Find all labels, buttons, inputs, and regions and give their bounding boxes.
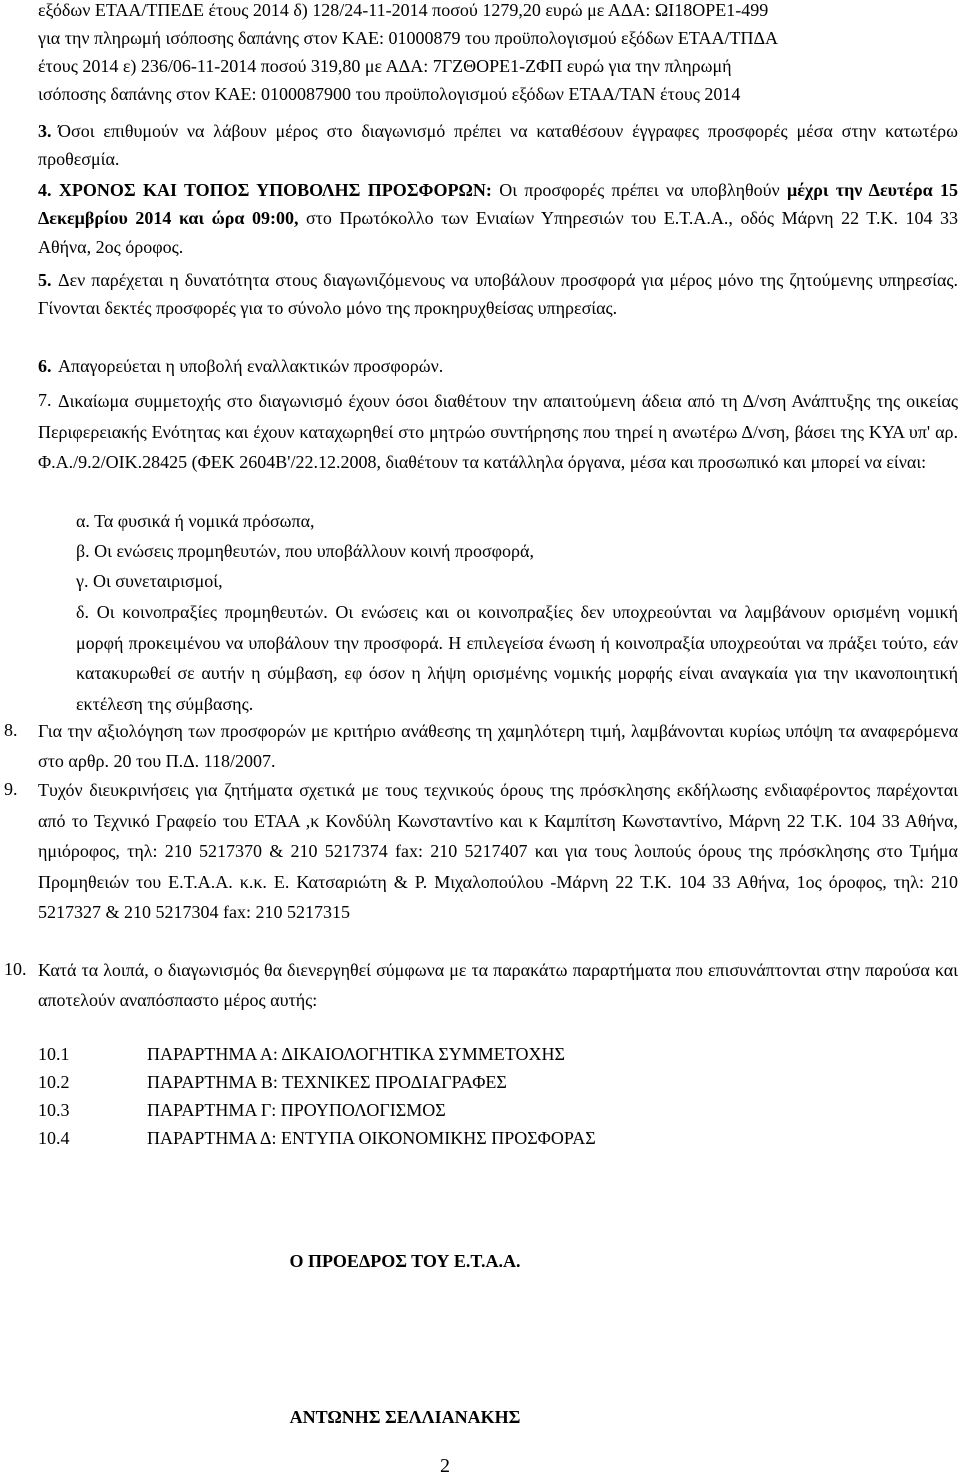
item-text: Δικαίωμα συμμετοχής στο διαγωνισμό έχουν όσοι διαθέτουν την απαιτούμενη άδεια από τη Δ/νση Ανάπτυξης της οικείας Περιφερειακής Ενότητας και έχουν καταχωρηθεί στο μητρώο συντήρησης που τηρεί η ανωτέρω Δ/νση, βάσει της ΚΥΑ υπ' αρ. Φ.Α./9.2/ΟΙΚ.28425 (ΦΕΚ 2604Β'/22.12.2008, διαθέτουν τα κατάλληλα όργανα, μέσα και προσωπικό και μπορεί να είναι: [38, 391, 958, 472]
item-number: 7. [38, 390, 52, 410]
sub-item-a: α. Τα φυσικά ή νομικά πρόσωπα, [76, 511, 315, 531]
item-text: Δεν παρέχεται η δυνατότητα στους διαγωνιζόμενους να υποβάλουν προσφορά για μέρος μόνο της ζητούμενης υπηρεσίας. Γίνονται δεκτές προσφορές για το σύνολο μόνο της προκηρυχθείσας υπηρεσίας. [38, 270, 958, 319]
annex-number: 10.3 [38, 1100, 70, 1120]
item-text [38, 176, 958, 261]
item-number: 8. [4, 720, 18, 740]
item-number: 6. [38, 356, 52, 376]
intro-line: ισόποσης δαπάνης στον ΚΑΕ: 0100087900 του προϋπολογισμού εξόδων ΕΤΑΑ/ΤΑΝ έτους 2014 [38, 84, 741, 104]
sub-item-c: γ. Οι συνεταιρισμοί, [76, 571, 223, 591]
item-number: 4. [38, 180, 52, 200]
item-number: 5. [38, 270, 52, 290]
submission-heading: ΧΡΟΝΟΣ ΚΑΙ ΤΟΠΟΣ ΥΠΟΒΟΛΗΣ ΠΡΟΣΦΟΡΩΝ: [58, 180, 492, 200]
signatory-name: ΑΝΤΩΝΗΣ ΣΕΛΛΙΑΝΑΚΗΣ [289, 1407, 521, 1427]
item-text: Απαγορεύεται η υποβολή εναλλακτικών προσφορών. [58, 356, 444, 376]
item-text: Όσοι επιθυμούν να λάβουν μέρος στο διαγωνισμό πρέπει να καταθέσουν έγγραφες προσφορές μέσα στην κατωτέρω προθεσμία. [38, 121, 958, 170]
intro-line: εξόδων ΕΤΑΑ/ΤΠΕΔΕ έτους 2014 δ) 128/24-11-2014 ποσού 1279,20 ευρώ με ΑΔΑ: ΩΙ18ΟΡΕ1-499 [38, 0, 769, 20]
intro-line: για την πληρωμή ισόποσης δαπάνης στον ΚΑΕ: 01000879 του προϋπολογισμού εξόδων ΕΤΑΑ/ΤΠΔΑ [38, 28, 779, 48]
item-text: Τυχόν διευκρινήσεις για ζητήματα σχετικά με τους τεχνικούς όρους της πρόσκλησης εκδήλωσης ενδιαφέροντος παρέχονται από το Τεχνικό Γραφείο του ΕΤΑΑ ,κ Κονδύλη Κωνσταντίνο και κ Καμπίτση Κωνσταντίνο, Μάρνη 22 Τ.Κ. 104 33 Αθήνα, ημιόροφος, τηλ: 210 5217370 & 210 5217374 fax: 210 5217407 και για τους λοιπούς όρους της πρόσκλησης στο Τμήμα Προμηθειών του Ε.Τ.Α.Α. κ.κ. Ε. Κατσαριώτη & Ρ. Μιχαλοπούλου -Μάρνη 22 Τ.Κ. 104 33 Αθήνα, 1ος όροφος, τηλ: 210 5217327 & 210 5217304 fax: 210 5217315 [38, 780, 958, 922]
submission-text: Οι προσφορές πρέπει να υποβληθούν [491, 180, 788, 200]
annex-title: ΠΑΡΑΡΤΗΜΑ Α: ΔΙΚΑΙΟΛΟΓΗΤΙΚΑ ΣΥΜΜΕΤΟΧΗΣ [147, 1044, 565, 1064]
submission-place: στο Πρωτόκολλο των Ενιαίων Υπηρεσιών του Ε.Τ.Α.Α., οδός Μάρνη 22 Τ.Κ. 104 33 Αθήνα, 2ος όροφος. [38, 208, 958, 257]
item-number: 9. [4, 779, 18, 799]
item-text: Για την αξιολόγηση των προσφορών με κριτήριο ανάθεσης τη χαμηλότερη τιμή, λαμβάνονται κυρίως υπόψη τα αναφερόμενα στο αρθρ. 20 του Π.Δ. 118/2007. [38, 721, 958, 771]
signatory-role: Ο ΠΡΟΕΔΡΟΣ ΤΟΥ Ε.Τ.Α.Α. [289, 1251, 521, 1271]
annex-title: ΠΑΡΑΡΤΗΜΑ Γ: ΠΡΟΥΠΟΛΟΓΙΣΜΟΣ [147, 1100, 446, 1120]
annex-number: 10.1 [38, 1044, 70, 1064]
annex-title: ΠΑΡΑΡΤΗΜΑ Δ: ΕΝΤΥΠΑ ΟΙΚΟΝΟΜΙΚΗΣ ΠΡΟΣΦΟΡΑΣ [147, 1128, 596, 1148]
intro-line: έτους 2014 ε) 236/06-11-2014 ποσού 319,80 με ΑΔΑ: 7ΓΖΘΟΡΕ1-ΖΦΠ ευρώ για την πληρωμή [38, 56, 732, 76]
annex-title: ΠΑΡΑΡΤΗΜΑ Β: ΤΕΧΝΙΚΕΣ ΠΡΟΔΙΑΓΡΑΦΕΣ [147, 1072, 507, 1092]
item-number: 10. [4, 959, 27, 979]
sub-item-d: δ. Οι κοινοπραξίες προμηθευτών. Οι ενώσεις και οι κοινοπραξίες δεν υποχρεούνται να λαμβάνουν ορισμένη νομική μορφή προκειμένου να υποβάλουν την προσφορά. Η επιλεγείσα ένωση ή κοινοπραξία υποχρεούται να πράξει τούτο, εάν κατακυρωθεί σε αυτήν η σύμβαση, εφ όσον η λήψη ορισμένης νομικής μορφής είναι αναγκαία για την ικανοποιητική εκτέλεση της σύμβασης. [76, 602, 958, 714]
page-number: 2 [440, 1455, 450, 1477]
annex-number: 10.4 [38, 1128, 70, 1148]
annex-number: 10.2 [38, 1072, 70, 1092]
sub-item-b: β. Οι ενώσεις προμηθευτών, που υποβάλλουν κοινή προσφορά, [76, 541, 534, 561]
item-text: Κατά τα λοιπά, ο διαγωνισμός θα διενεργηθεί σύμφωνα με τα παρακάτω παραρτήματα που επισυνάπτονται στην παρούσα και αποτελούν αναπόσπαστο μέρος αυτής: [38, 960, 958, 1010]
item-number: 3. [38, 121, 52, 141]
submission-deadline: μέχρι την Δευτέρα 15 Δεκεμβρίου 2014 και ώρα 09:00, [38, 180, 959, 229]
